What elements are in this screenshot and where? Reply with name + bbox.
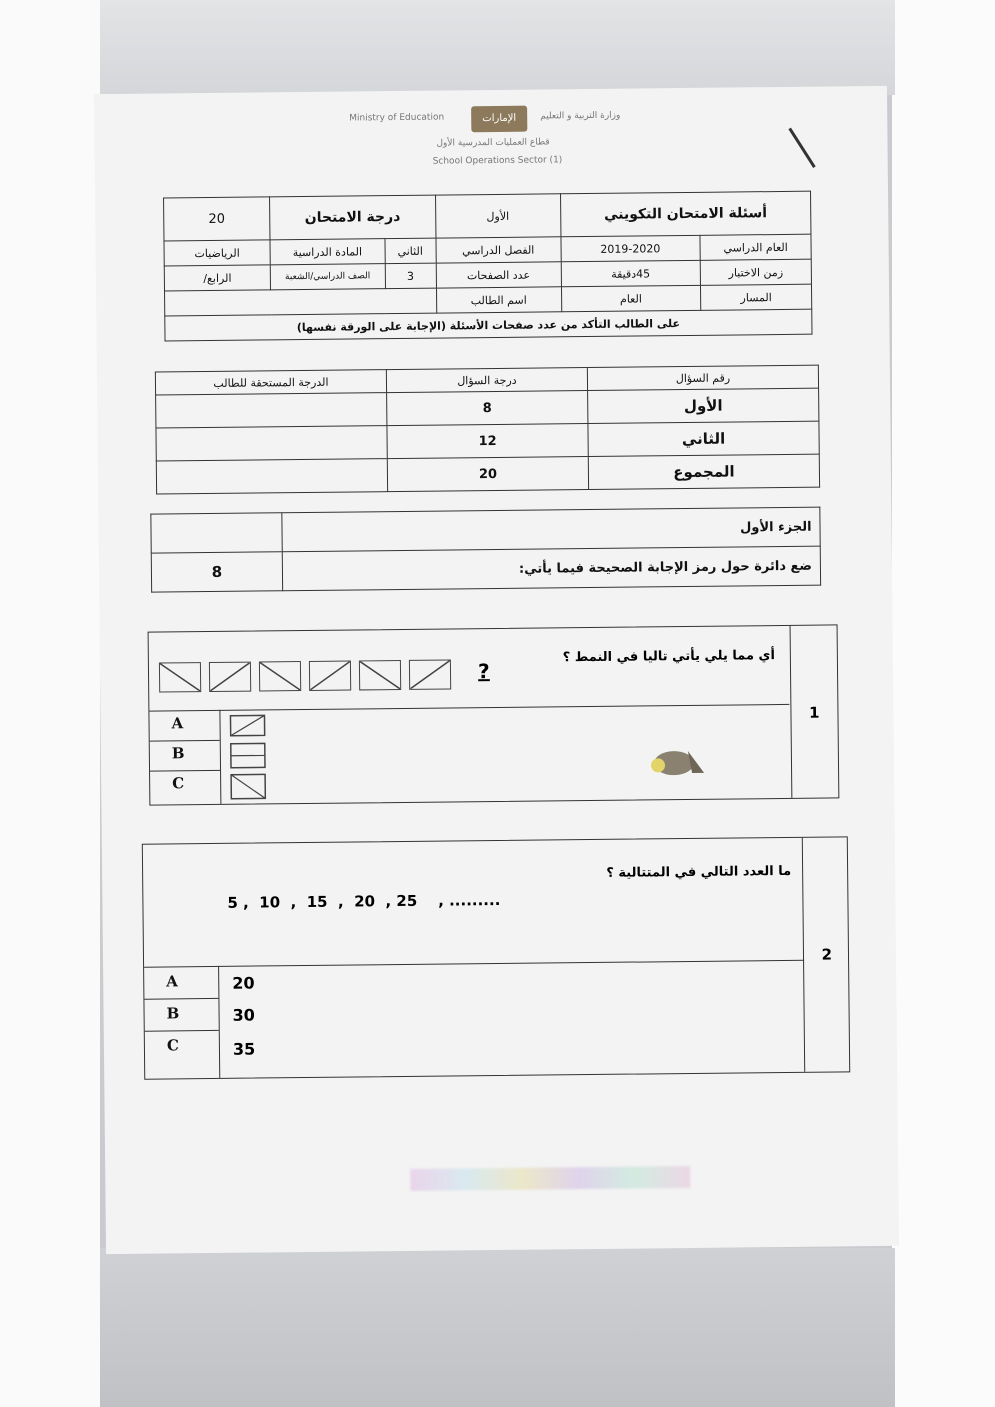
pattern-shape — [259, 661, 301, 691]
sequence: 5 , 10 , 15 , 20 , 25 , ......... — [227, 890, 501, 912]
student-label: اسم الطالب — [436, 287, 561, 313]
part-title: الجزء الأول — [282, 507, 820, 552]
subject-value: الرياضيات — [164, 240, 270, 266]
row-score: 20 — [387, 457, 588, 492]
score-table — [155, 365, 820, 495]
row-score: 8 — [387, 391, 588, 426]
option-b-label[interactable]: B — [166, 1004, 180, 1023]
option-c-value: 35 — [232, 1039, 256, 1059]
option-c-label[interactable]: C — [166, 1036, 179, 1055]
sector-ar: قطاع العمليات المدرسية الأول — [436, 137, 550, 149]
question-2-box — [142, 836, 850, 1079]
option-a-label[interactable]: A — [166, 972, 178, 991]
pages-label: عدد الصفحات — [436, 262, 561, 288]
sector-en: School Operations Sector (1) — [432, 155, 563, 167]
background-top — [100, 0, 895, 95]
option-b-label[interactable]: B — [171, 744, 185, 763]
question-1-box — [148, 624, 840, 805]
score-header-question: رقم السؤال — [587, 365, 818, 390]
part-table — [150, 507, 821, 593]
stamp-mark — [410, 1166, 690, 1191]
row-earned[interactable] — [156, 426, 387, 461]
track-value: العام — [561, 285, 701, 311]
ministry-ar: وزارة التربية و التعليم — [540, 110, 621, 122]
row-question: الثاني — [588, 421, 819, 456]
part-blank — [151, 513, 282, 553]
question-1-number: 1 — [808, 703, 820, 722]
question-2-number: 2 — [821, 945, 833, 964]
option-c-shape — [230, 773, 266, 803]
question-1-text: أي مما يلي يأتي تاليا في النمط ؟ — [562, 648, 775, 666]
exam-info-table — [163, 191, 812, 342]
class-value: الرابع/ — [164, 265, 270, 291]
exam-paper — [94, 86, 899, 1254]
background-right — [892, 0, 995, 1407]
pages-value: 3 — [385, 263, 436, 289]
grade-label: درجة الامتحان — [270, 195, 436, 240]
option-a-label[interactable]: A — [171, 714, 184, 733]
semester-label: الفصل الدراسي — [436, 237, 561, 263]
term-value: الأول — [435, 194, 560, 238]
track-label: المسار — [700, 284, 811, 310]
pattern-shape — [309, 661, 351, 691]
decoration-icon — [644, 743, 714, 784]
row-score: 12 — [387, 424, 588, 459]
logo — [471, 106, 527, 133]
exam-title: أسئلة الامتحان التكويني — [560, 191, 811, 237]
semester-value: الثاني — [385, 238, 436, 264]
score-header-points: درجة السؤال — [386, 368, 587, 393]
row-question: الأول — [588, 388, 819, 423]
pattern-shape — [159, 662, 201, 692]
score-header-earned: الدرجة المستحقة للطالب — [155, 370, 386, 395]
option-c-label[interactable]: C — [172, 774, 185, 793]
row-earned[interactable] — [156, 393, 387, 428]
row-earned[interactable] — [156, 459, 387, 494]
option-b-shape — [230, 742, 266, 772]
duration-label: زمن الاختبار — [700, 259, 811, 285]
table-row — [156, 454, 819, 494]
row-question: المجموع — [588, 454, 819, 489]
subject-label: المادة الدراسية — [270, 239, 385, 265]
pattern-row — [159, 659, 490, 696]
logo-text: الإمارات — [482, 112, 517, 125]
student-name-field[interactable] — [165, 288, 437, 316]
background-bottom — [100, 1248, 895, 1407]
year-value: 2019-2020 — [561, 235, 701, 261]
option-a-value: 20 — [232, 973, 255, 993]
pattern-shape — [209, 662, 251, 692]
part-instruction: ضع دائرة حول رمز الإجابة الصحيحة فيما يأتي: — [282, 546, 820, 591]
year-label: العام الدراسي — [700, 234, 811, 260]
class-label: الصف الدراسي/الشعبة — [270, 264, 385, 290]
option-a-shape — [229, 714, 265, 740]
question-2-text: ما العدد التالي في المتتالية ؟ — [606, 863, 792, 881]
part-points: 8 — [151, 552, 282, 592]
pattern-shape — [359, 660, 401, 690]
duration-value: 45دقيقة — [561, 260, 701, 286]
background-left — [0, 0, 100, 1407]
pattern-shape — [409, 659, 451, 689]
ministry-en: Ministry of Education — [349, 112, 445, 124]
option-b-value: 30 — [232, 1005, 255, 1025]
grade-value: 20 — [164, 197, 270, 241]
pattern-question-mark: ? — [477, 659, 490, 684]
pen-mark — [788, 128, 815, 168]
pages-notice: على الطالب التأكد من عدد صفحات الأسئلة (الإجابة على الورقة نفسها) — [165, 309, 812, 341]
